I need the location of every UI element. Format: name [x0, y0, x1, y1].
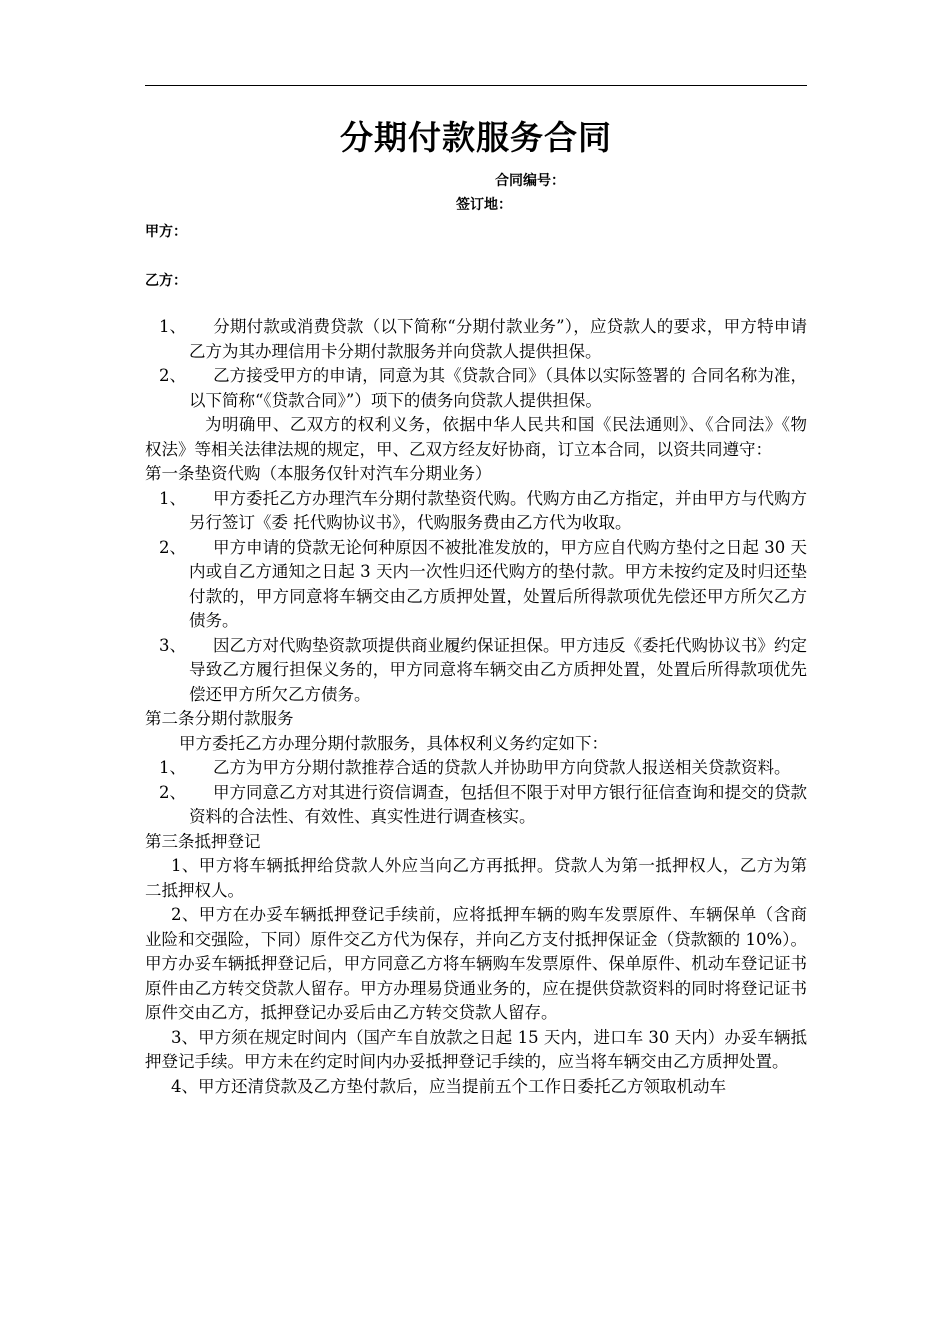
- preamble-item: [145, 364, 807, 413]
- article-2-intro: 甲方委托乙方办理分期付款服务，具体权利义务约定如下：: [179, 733, 608, 753]
- item-number: 3、: [159, 635, 186, 655]
- item-text: 分期付款或消费贷款（以下简称“分期付款业务”），应贷款人的要求，甲方特申请乙方为其办理信用卡分期付款服务并向贷款人提供担保。: [189, 317, 807, 361]
- contract-body: [145, 315, 807, 1099]
- article-2-heading: 第二条分期付款服务: [145, 709, 294, 728]
- article-2-item: [145, 781, 807, 830]
- item-number: 1、: [159, 758, 186, 777]
- item-text: 甲方委托乙方办理汽车分期付款垫资代购。代购方由乙方指定，并由甲方与代购方另行签订《委 托代购协议书》，代购服务费由乙方代为收取。: [189, 488, 807, 532]
- article-3-paragraph: 2、甲方在办妥车辆抵押登记手续前，应将抵押车辆的购车发票原件、车辆保单（含商业险和交强险，下同）原件交乙方代为保存，并向乙方支付抵押保证金（贷款额的 10%）。甲方办妥车辆抵押登记后，甲方同意乙方将车辆购车发票原件、保单原件、机动车登记证书原件由乙方转交贷款人留存。甲方办理易贷通业务的，应在提供贷款资料的同时将登记证书原件交由乙方，抵押登记办妥后由乙方转交贷款人留存。: [145, 905, 807, 1022]
- preamble-statement: 为明确甲、乙双方的权利义务，依据中华人民共和国《民法通则》、《合同法》《物权法》等相关法律法规的规定，甲、乙双方经友好协商，订立本合同，以资共同遵守：: [145, 415, 807, 459]
- article-1-heading: 第一条垫资代购（本服务仅针对汽车分期业务）: [145, 464, 492, 483]
- item-text: 乙方为甲方分期付款推荐合适的贷款人并协助甲方向贷款人报送相关贷款资料。: [213, 758, 791, 777]
- article-3-paragraph: 4、甲方还清贷款及乙方垫付款后，应当提前五个工作日委托乙方领取机动车: [171, 1076, 726, 1096]
- item-number: 1、: [159, 488, 186, 508]
- article-3-paragraph: 1、甲方将车辆抵押给贷款人外应当向乙方再抵押。贷款人为第一抵押权人，乙方为第二抵押权人。: [145, 856, 807, 900]
- contract-number-label: 合同编号：: [495, 173, 565, 189]
- item-text: 甲方申请的贷款无论何种原因不被批准发放的，甲方应自代购方垫付之日起 30 天内或自乙方通知之日起 3 天内一次性归还代购方的垫付款。甲方未按约定及时归还垫付款的，甲方同意将车辆交由乙方质押处置，处置后所得款项优先偿还甲方所欠乙方债务。: [189, 537, 807, 630]
- signing-place-label: 签订地：: [456, 197, 512, 213]
- document-title: 分期付款服务合同: [340, 118, 612, 157]
- item-number: 2、: [159, 537, 186, 557]
- article-1-item: [145, 634, 807, 708]
- preamble-item: [145, 315, 807, 364]
- article-3-paragraph: 3、甲方须在规定时间内（国产车自放款之日起 15 天内，进口车 30 天内）办妥车辆抵押登记手续。甲方未在约定时间内办妥抵押登记手续的，应当将车辆交由乙方质押处置。: [145, 1027, 807, 1071]
- item-text: 甲方同意乙方对其进行资信调查，包括但不限于对甲方银行征信查询和提交的贷款资料的合法性、有效性、真实性进行调查核实。: [189, 782, 807, 826]
- header-rule: [145, 85, 807, 86]
- party-a-label: 甲方：: [145, 224, 187, 240]
- item-number: 1、: [159, 317, 186, 336]
- party-b-label: 乙方：: [145, 273, 187, 289]
- item-number: 2、: [159, 366, 186, 385]
- article-1-item: [145, 536, 807, 634]
- item-number: 2、: [159, 782, 186, 802]
- item-text: 乙方接受甲方的申请，同意为其《贷款合同》（具体以实际签署的 合同名称为准，以下简称“《贷款合同》”）项下的债务向贷款人提供担保。: [189, 366, 807, 410]
- article-1-item: [145, 487, 807, 536]
- article-2-item: [145, 756, 807, 781]
- item-text: 因乙方对代购垫资款项提供商业履约保证担保。甲方违反《委托代购协议书》约定导致乙方履行担保义务的，甲方同意将车辆交由乙方质押处置，处置后所得款项优先偿还甲方所欠乙方债务。: [189, 635, 807, 704]
- article-3-heading: 第三条抵押登记: [145, 831, 261, 851]
